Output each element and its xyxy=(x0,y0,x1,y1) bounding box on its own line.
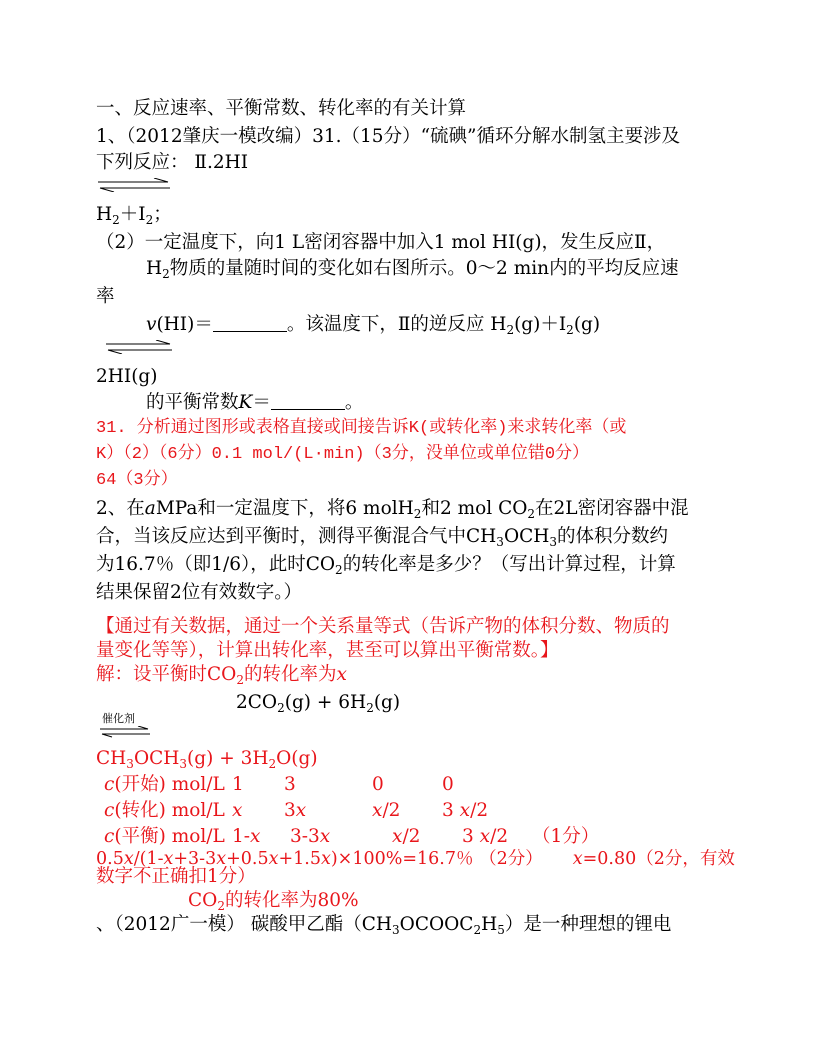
q2-line1: 2、在aMPa和一定温度下，将6 molH$_2$和2 mol $CO_2$在2L密闭容器中混 xyxy=(96,498,689,521)
ice-row-equilibrium: c(平衡) mol/L xyxy=(104,826,225,847)
q1-part2-line2: $H_2$物质的量随时间的变化如右图所示。0～2 min内的平均反应速 xyxy=(146,258,679,281)
k-answer-blank[interactable] xyxy=(271,393,345,410)
catalyst-label: 催化剂 xyxy=(102,712,135,725)
ice-row-start: c(开始) mol/L xyxy=(104,774,225,795)
q1-k-line: 的平衡常数K＝ 。 xyxy=(146,392,364,413)
rate-answer-blank[interactable] xyxy=(213,315,287,332)
ice-change-v2: 3x xyxy=(284,800,307,821)
ans2-hint1: 【通过有关数据，通过一个关系量等式（告诉产物的体积分数、物质的 xyxy=(96,616,670,637)
ice-change-v3: x/2 xyxy=(372,800,401,821)
q1-part2-line3: 率 xyxy=(96,286,115,307)
ans2-calculation: 0.5x/(1-x+3-3x+0.5x+1.5x)×100%=16.7％ （2分） x=0.80（2分，有效 xyxy=(96,849,735,869)
ice-change-v1: x xyxy=(232,800,243,821)
q1-line2: 下列反应： Ⅱ.2HI xyxy=(96,152,249,173)
ice-start-v2: 3 xyxy=(284,774,296,795)
ice-eq-v1: 1-x xyxy=(232,826,261,847)
q2-line2: 合，当该反应达到平衡时，测得平衡混合气中$CH_3OCH_3$的体积分数约 xyxy=(96,526,669,549)
ice-eq-v3: x/2 xyxy=(392,826,421,847)
ans2-conclusion: $CO_2$的转化率为80% xyxy=(188,890,359,913)
catalyst-arrow xyxy=(98,726,152,738)
ans2-hint2: 量变化等等），计算出转化率，甚至可以算出平衡常数。】 xyxy=(96,640,559,661)
ans1-line3: 64（3分） xyxy=(96,471,178,490)
ans1-line2: K）（2）（6分）0.1 mol/(L·min)（3分，没单位或单位错0分） xyxy=(96,445,590,464)
q1-reverse-product: 2HI(g) xyxy=(96,366,158,387)
q2-line3: 为16.7％（即1/6），此时$CO_2$的转化率是多少？（写出计算过程，计算 xyxy=(96,554,676,577)
ice-eq-score: （1分） xyxy=(532,826,600,847)
q1-products: $H_2+I_2$； xyxy=(96,204,172,227)
equilibrium-arrow-2 xyxy=(104,340,174,354)
ans1-line1: 31. 分析通过图形或表格直接或间接告诉K(或转化率)来求转化率（或 xyxy=(96,419,627,438)
q1-rate-line: v(HI)＝ 。该温度下，Ⅱ的逆反应 $H_2(g)+I_2(g)$ xyxy=(146,314,601,337)
ans2-reactants: $2CO_2(g) + 6H_2(g)$ xyxy=(236,692,401,715)
q1-line1: 1、（2012肇庆一模改编）31.（15分）“硫碘”循环分解水制氢主要涉及 xyxy=(96,126,680,147)
ice-row-change: c(转化) mol/L xyxy=(104,800,225,821)
q2-line4: 结果保留2位有效数字。） xyxy=(96,582,303,603)
ice-eq-v4: 3 x/2 xyxy=(462,826,509,847)
ans2-products: $CH_3OCH_3(g) + 3H_2O(g)$ xyxy=(96,748,318,771)
q3-line1: 、（2012广一模） 碳酸甲乙酯$(CH_3OCOOC_2H_5)$是一种理想的锂电 xyxy=(96,914,672,937)
ice-eq-v2: 3-3x xyxy=(290,826,331,847)
equilibrium-arrow-1 xyxy=(96,178,172,192)
q1-part2-line1: （2）一定温度下，向1 L密闭容器中加入1 mol HI(g)，发生反应Ⅱ， xyxy=(96,232,666,253)
ice-start-v1: 1 xyxy=(232,774,244,795)
ans2-solution-intro: 解：设平衡时$CO_2$的转化率为x xyxy=(96,664,347,687)
ans2-calc-line2: 数字不正确扣1分） xyxy=(96,866,256,887)
ice-change-v4: 3 x/2 xyxy=(442,800,489,821)
ice-start-v3: 0 xyxy=(372,774,384,795)
ice-start-v4: 0 xyxy=(442,774,454,795)
section-title: 一、反应速率、平衡常数、转化率的有关计算 xyxy=(96,98,467,119)
